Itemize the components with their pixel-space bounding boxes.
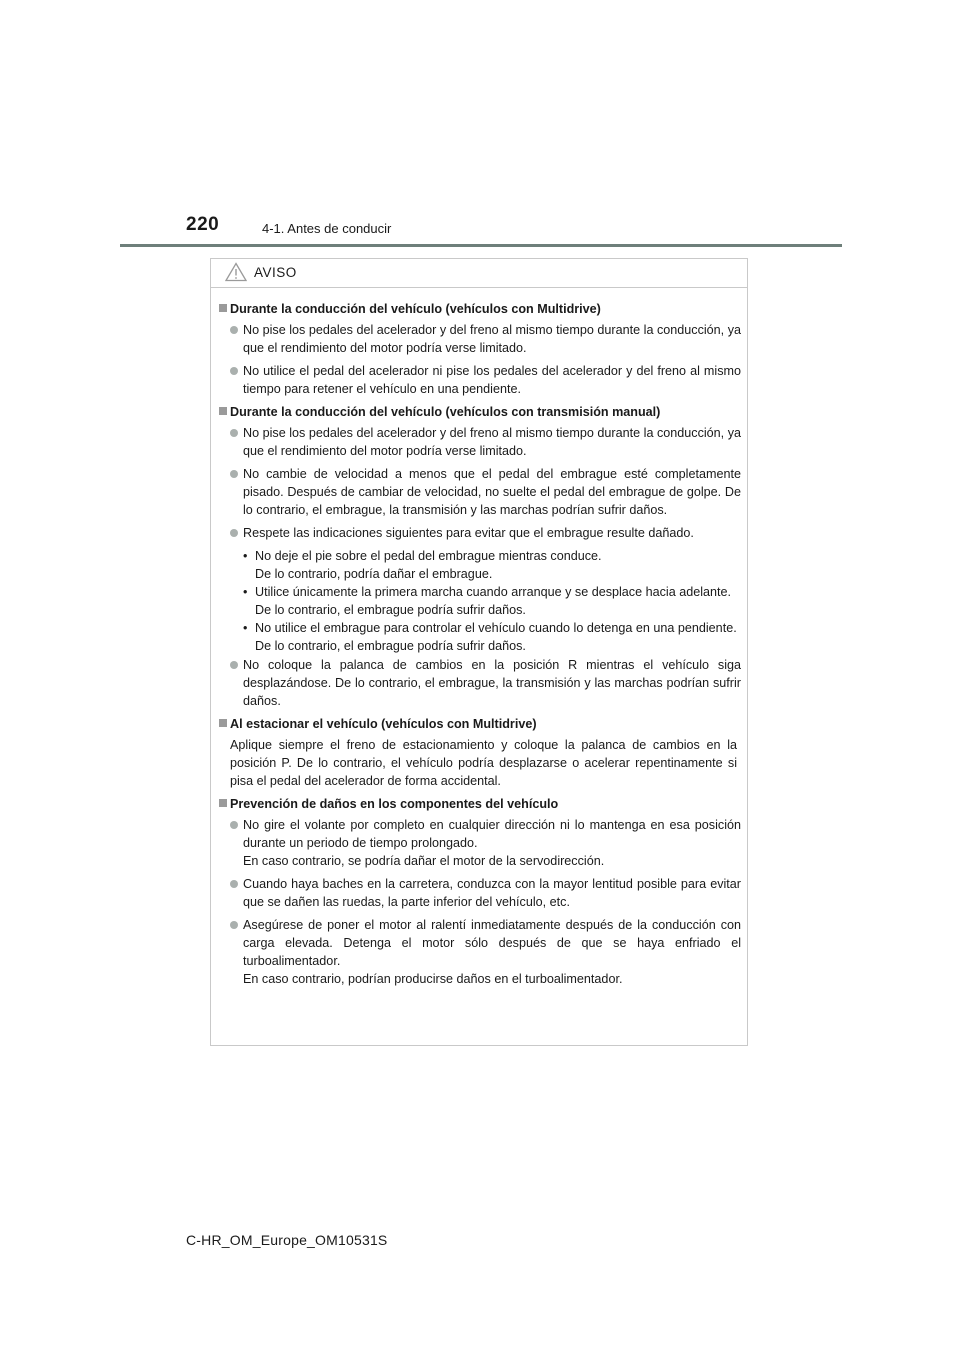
bullet-text: No coloque la palanca de cambios en la posición R mientras el vehículo siga desplazándose. De lo contrario, el embrague, la transmisión y las marchas podrían sufrir daños. [243,658,741,708]
bullet-item [219,816,741,870]
round-bullet-icon [230,880,238,888]
bullet-text: No pise los pedales del acelerador y del freno al mismo tiempo durante la conducción, ya que el rendimiento del motor podría verse limitado. [243,426,741,458]
square-bullet-icon [219,719,227,727]
warning-box [210,258,748,1046]
section-heading-text: Prevención de daños en los componentes del vehículo [230,797,559,811]
round-bullet-icon [230,326,238,334]
bullet-note: En caso contrario, se podría dañar el motor de la servodirección. [243,854,605,868]
section-heading-text: Durante la conducción del vehículo (vehículos con transmisión manual) [230,405,661,419]
round-bullet-icon [230,429,238,437]
bullet-item [219,524,741,542]
bullet-text: Asegúrese de poner el motor al ralentí inmediatamente después de la conducción con carga elevada. Detenga el motor sólo después de que se haya enfriado el turboalimentador. [243,918,741,968]
bullet-item [219,656,741,710]
section-heading-text: Durante la conducción del vehículo (vehículos con Multidrive) [230,302,601,316]
bullet-note: En caso contrario, podrían producirse daños en el turboalimentador. [243,972,623,986]
sub-item [219,619,741,655]
warning-title: AVISO [254,265,297,280]
sub-item-note: De lo contrario, el embrague podría sufrir daños. [255,603,526,617]
sub-bullet-mark: • [243,585,248,599]
header-rule [120,244,842,247]
round-bullet-icon [230,921,238,929]
bullet-item [219,424,741,460]
sub-item-note: De lo contrario, podría dañar el embrague. [255,567,493,581]
round-bullet-icon [230,470,238,478]
warning-body [211,288,747,988]
bullet-text: No cambie de velocidad a menos que el pedal del embrague esté completamente pisado. Después de cambiar de velocidad, no suelte el pedal del embrague de golpe. De lo contrario, el embrague, la transmisión y las marchas podrían sufrir daños. [243,467,741,517]
sub-bullet-mark: • [243,549,248,563]
section-heading [219,715,741,733]
section-heading [219,300,741,318]
round-bullet-icon [230,367,238,375]
sub-item-text: No deje el pie sobre el pedal del embrague mientras conduce. [255,549,602,563]
bullet-text: Cuando haya baches en la carretera, conduzca con la mayor lentitud posible para evitar que se dañen las ruedas, la parte inferior del vehículo, etc. [243,877,741,909]
bullet-item [219,362,741,398]
bullet-item [219,916,741,988]
sub-bullet-mark: • [243,621,248,635]
document-id: C-HR_OM_Europe_OM10531S [186,1232,388,1248]
square-bullet-icon [219,304,227,312]
round-bullet-icon [230,821,238,829]
round-bullet-icon [230,529,238,537]
bullet-item [219,321,741,357]
round-bullet-icon [230,661,238,669]
bullet-text: No pise los pedales del acelerador y del freno al mismo tiempo durante la conducción, ya que el rendimiento del motor podría verse limitado. [243,323,741,355]
sub-item-note: De lo contrario, el embrague podría sufrir daños. [255,639,526,653]
bullet-text: No gire el volante por completo en cualquier dirección ni lo mantenga en esa posición durante un periodo de tiempo prolongado. [243,818,741,850]
sub-list [219,547,741,655]
paragraph: Aplique siempre el freno de estacionamiento y coloque la palanca de cambios en la posición P. De lo contrario, el vehículo podría desplazarse o acelerar repentinamente si pisa el pedal del acelerador de forma accidental. [230,738,737,788]
square-bullet-icon [219,799,227,807]
sub-item-text: Utilice únicamente la primera marcha cuando arranque y se desplace hacia adelante. [255,585,732,599]
section-title: 4-1. Antes de conducir [262,221,392,236]
section-heading-text: Al estacionar el vehículo (vehículos con Multidrive) [230,717,537,731]
sub-item-text: No utilice el embrague para controlar el vehículo cuando lo detenga en una pendiente. [255,621,737,635]
square-bullet-icon [219,407,227,415]
sub-item [219,547,741,583]
warning-header [211,259,747,288]
section-heading [219,795,741,813]
section-heading [219,403,741,421]
sub-item [219,583,741,619]
bullet-item [219,465,741,519]
warning-triangle-icon [225,262,247,282]
bullet-text: No utilice el pedal del acelerador ni pise los pedales del acelerador y del freno al mismo tiempo para retener el vehículo en una pendiente. [243,364,741,396]
bullet-item [219,875,741,911]
page-number: 220 [186,214,220,235]
bullet-text: Respete las indicaciones siguientes para evitar que el embrague resulte dañado. [243,526,694,540]
